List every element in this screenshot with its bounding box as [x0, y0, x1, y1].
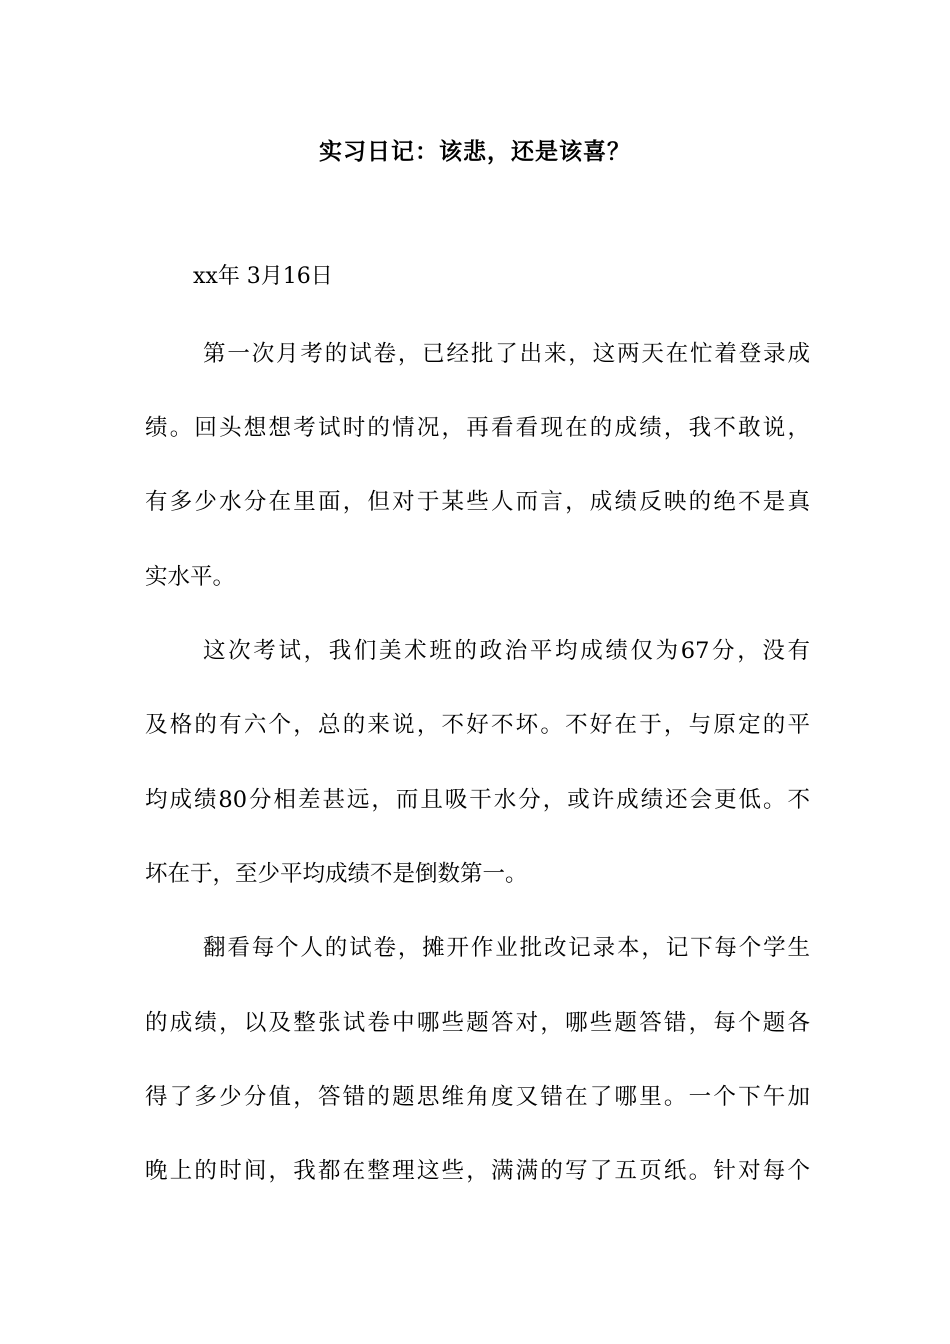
- paragraph-2-line-1: 这次考试，我们美术班的政治平均成绩仅为67分，没有: [203, 638, 810, 664]
- paragraph-2-line-3: 均成绩80分相差甚远，而且吸干水分，或许成绩还会更低。不: [145, 787, 810, 813]
- paragraph-1-line-1: 第一次月考的试卷，已经批了出来，这两天在忙着登录成: [203, 341, 810, 367]
- document-title: 实习日记：该悲，还是该喜？: [319, 138, 631, 165]
- paragraph-3-line-3: 得了多少分值，答错的题思维角度又错在了哪里。一个下午加: [145, 1084, 810, 1110]
- paragraph-1-line-3: 有多少水分在里面，但对于某些人而言，成绩反映的绝不是真: [145, 489, 810, 515]
- paragraph-1-line-2: 绩。回头想想考试时的情况，再看看现在的成绩，我不敢说，: [145, 415, 810, 441]
- paragraph-2-line-2: 及格的有六个，总的来说，不好不坏。不好在于，与原定的平: [145, 712, 810, 738]
- paragraph-1-line-4: 实水平。: [145, 564, 236, 590]
- paragraph-3-line-4: 晚上的时间，我都在整理这些，满满的写了五页纸。针对每个: [145, 1158, 810, 1184]
- paragraph-3-line-2: 的成绩，以及整张试卷中哪些题答对，哪些题答错，每个题各: [145, 1010, 810, 1036]
- diary-date: xx年 3月16日: [193, 264, 333, 289]
- paragraph-3-line-1: 翻看每个人的试卷，摊开作业批改记录本，记下每个学生: [203, 935, 810, 961]
- paragraph-2-line-4: 坏在于，至少平均成绩不是倒数第一。: [145, 861, 528, 887]
